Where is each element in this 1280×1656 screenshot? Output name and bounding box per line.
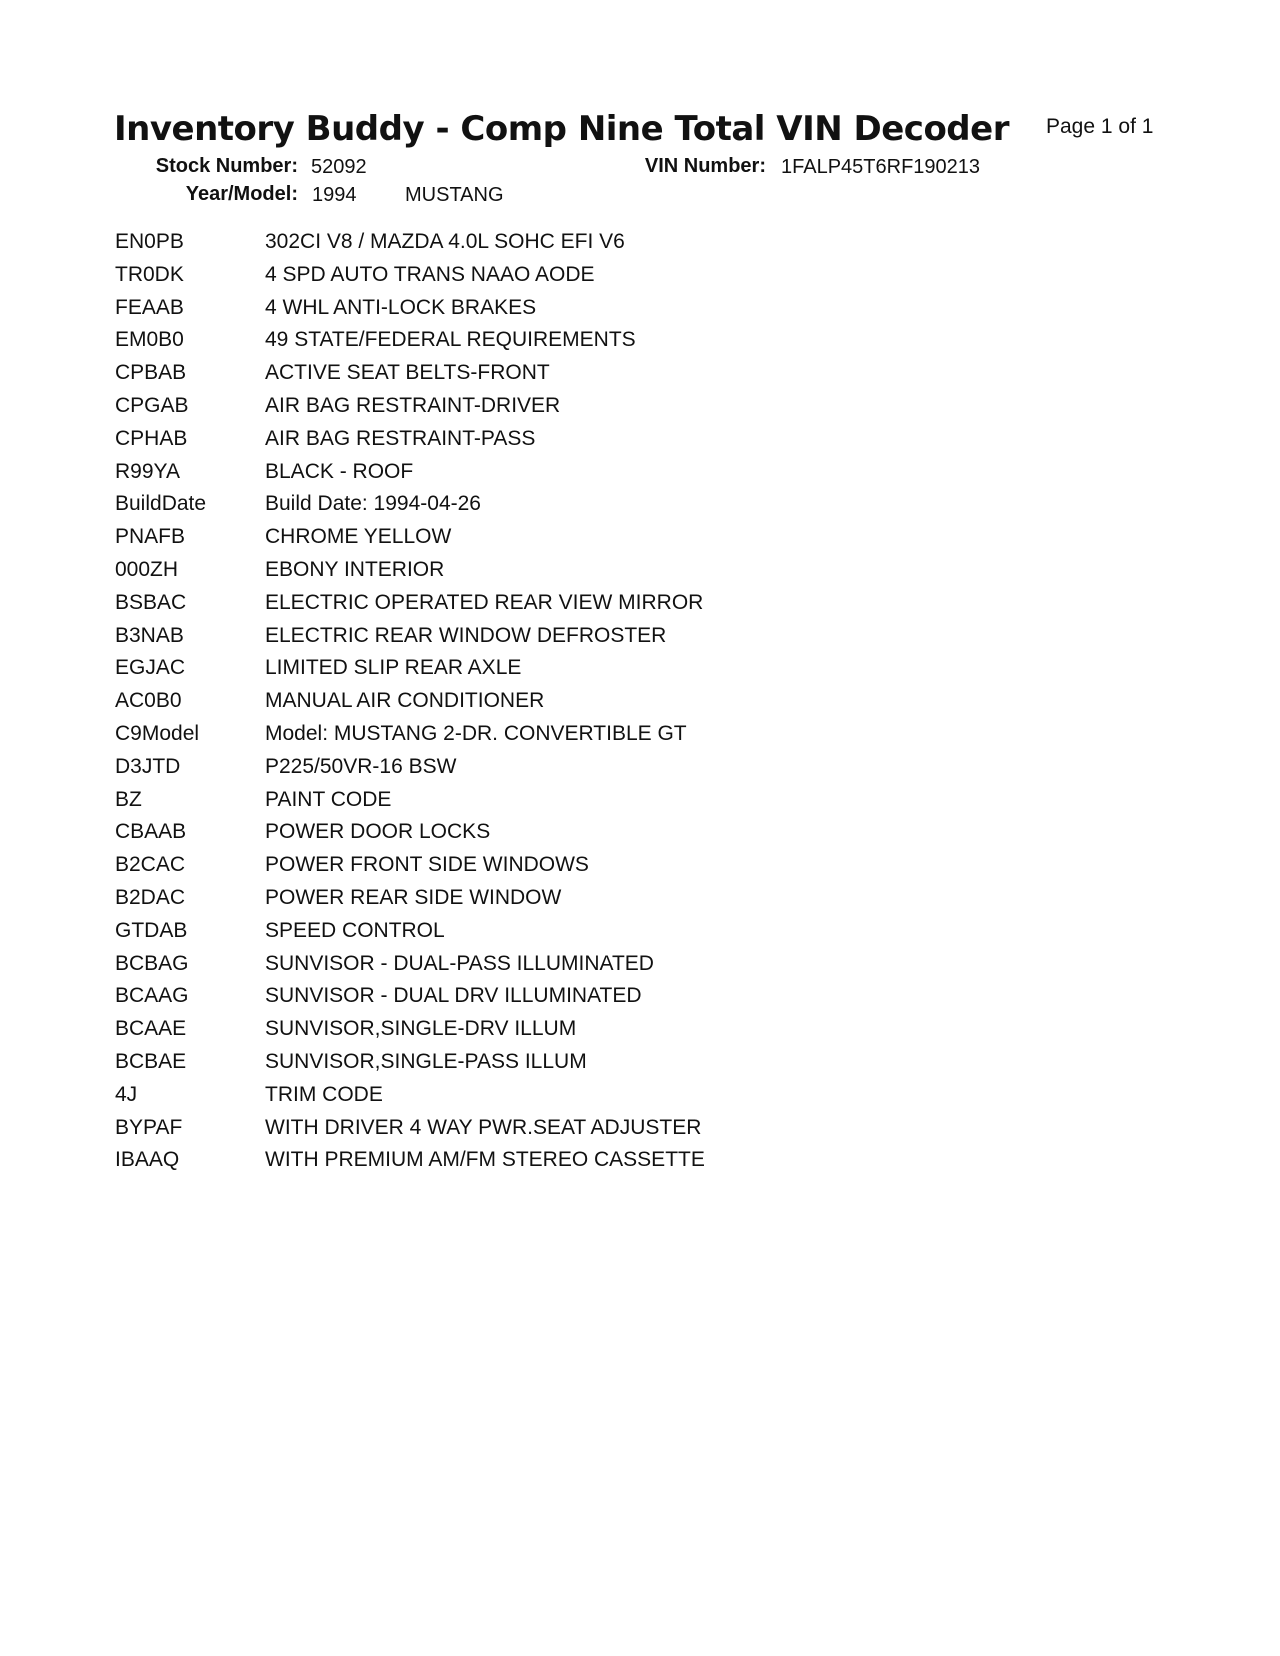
option-description: 4 SPD AUTO TRANS NAAO AODE: [265, 262, 595, 286]
option-row: [115, 656, 705, 689]
option-code: D3JTD: [115, 754, 181, 778]
option-row: [115, 1050, 705, 1083]
option-row: [115, 361, 705, 394]
option-description: SPEED CONTROL: [265, 918, 445, 942]
option-row: [115, 328, 705, 361]
option-row: [115, 427, 705, 460]
option-description: AIR BAG RESTRAINT-DRIVER: [265, 393, 561, 417]
option-code: BCBAE: [115, 1049, 187, 1073]
option-code: PNAFB: [115, 525, 186, 549]
option-code: GTDAB: [115, 918, 188, 942]
option-row: [115, 1083, 705, 1116]
vin-number-label: VIN Number:: [644, 155, 766, 177]
option-description: AIR BAG RESTRAINT-PASS: [265, 426, 536, 450]
option-row: [115, 296, 705, 329]
option-code: BYPAF: [115, 1115, 183, 1139]
option-row: [115, 755, 705, 788]
option-description: POWER FRONT SIDE WINDOWS: [265, 853, 589, 877]
option-description: LIMITED SLIP REAR AXLE: [265, 656, 522, 680]
option-description: EBONY INTERIOR: [265, 557, 445, 581]
option-row: [115, 460, 705, 493]
option-description: SUNVISOR,SINGLE-DRV ILLUM: [265, 1017, 577, 1041]
option-row: [115, 722, 705, 755]
option-description: Build Date: 1994-04-26: [265, 492, 481, 516]
option-row: [115, 853, 705, 886]
option-row: [115, 230, 705, 263]
option-description: POWER REAR SIDE WINDOW: [265, 885, 562, 909]
option-code: CBAAB: [115, 820, 187, 844]
option-code: IBAAQ: [115, 1148, 180, 1172]
option-code: B2DAC: [115, 885, 186, 909]
option-code: BSBAC: [115, 590, 187, 614]
option-code: 4J: [115, 1082, 138, 1106]
option-row: [115, 394, 705, 427]
option-code: AC0B0: [115, 689, 182, 713]
option-code: B2CAC: [115, 853, 186, 877]
option-row: [115, 1116, 705, 1149]
stock-number-value: 52092: [311, 156, 367, 178]
option-row: [115, 1017, 705, 1050]
option-description: 49 STATE/FEDERAL REQUIREMENTS: [265, 328, 636, 352]
option-row: [115, 263, 705, 296]
option-code: 000ZH: [115, 557, 179, 581]
option-description: ACTIVE SEAT BELTS-FRONT: [265, 361, 550, 385]
option-row: [115, 525, 705, 558]
option-code: BCBAG: [115, 951, 189, 975]
option-code: R99YA: [115, 459, 180, 483]
option-row: [115, 886, 705, 919]
option-description: ELECTRIC REAR WINDOW DEFROSTER: [265, 623, 667, 647]
option-description: BLACK - ROOF: [265, 459, 414, 483]
option-description: WITH DRIVER 4 WAY PWR.SEAT ADJUSTER: [265, 1115, 702, 1139]
option-code: CPHAB: [115, 426, 188, 450]
option-code: CPGAB: [115, 393, 189, 417]
option-code-list: [115, 230, 705, 1181]
option-description: SUNVISOR - DUAL-PASS ILLUMINATED: [265, 951, 654, 975]
option-description: PAINT CODE: [265, 787, 392, 811]
option-description: MANUAL AIR CONDITIONER: [265, 689, 545, 713]
option-row: [115, 1148, 705, 1181]
page-title: Inventory Buddy - Comp Nine Total VIN Decoder: [114, 109, 1009, 149]
option-description: SUNVISOR,SINGLE-PASS ILLUM: [265, 1049, 587, 1073]
option-code: FEAAB: [115, 295, 184, 319]
option-row: [115, 689, 705, 722]
option-description: 302CI V8 / MAZDA 4.0L SOHC EFI V6: [265, 230, 625, 253]
option-code: EM0B0: [115, 328, 184, 352]
page-number: Page 1 of 1: [1046, 115, 1154, 138]
option-code: BuildDate: [115, 492, 207, 516]
option-row: [115, 591, 705, 624]
option-code: EGJAC: [115, 656, 186, 680]
option-row: [115, 492, 705, 525]
option-row: [115, 919, 705, 952]
year-model-label: Year/Model:: [185, 183, 298, 205]
option-description: WITH PREMIUM AM/FM STEREO CASSETTE: [265, 1148, 705, 1172]
year-value: 1994: [312, 184, 357, 206]
option-row: [115, 624, 705, 657]
option-code: EN0PB: [115, 230, 184, 253]
option-description: 4 WHL ANTI-LOCK BRAKES: [265, 295, 537, 319]
option-description: SUNVISOR - DUAL DRV ILLUMINATED: [265, 984, 642, 1008]
option-description: Model: MUSTANG 2-DR. CONVERTIBLE GT: [265, 721, 687, 745]
model-value: MUSTANG: [405, 184, 504, 206]
option-description: TRIM CODE: [265, 1082, 383, 1106]
option-description: ELECTRIC OPERATED REAR VIEW MIRROR: [265, 590, 704, 614]
option-row: [115, 820, 705, 853]
vin-number-value: 1FALP45T6RF190213: [781, 156, 981, 178]
option-row: [115, 788, 705, 821]
stock-number-label: Stock Number:: [155, 155, 298, 177]
option-code: TR0DK: [115, 262, 184, 286]
option-description: POWER DOOR LOCKS: [265, 820, 491, 844]
option-row: [115, 984, 705, 1017]
option-code: C9Model: [115, 721, 200, 745]
option-code: BCAAE: [115, 1017, 187, 1041]
option-description: P225/50VR-16 BSW: [265, 754, 457, 778]
option-description: CHROME YELLOW: [265, 525, 452, 549]
option-code: B3NAB: [115, 623, 184, 647]
option-code: CPBAB: [115, 361, 187, 385]
option-row: [115, 952, 705, 985]
option-code: BCAAG: [115, 984, 189, 1008]
option-code: BZ: [115, 787, 142, 811]
option-row: [115, 558, 705, 591]
